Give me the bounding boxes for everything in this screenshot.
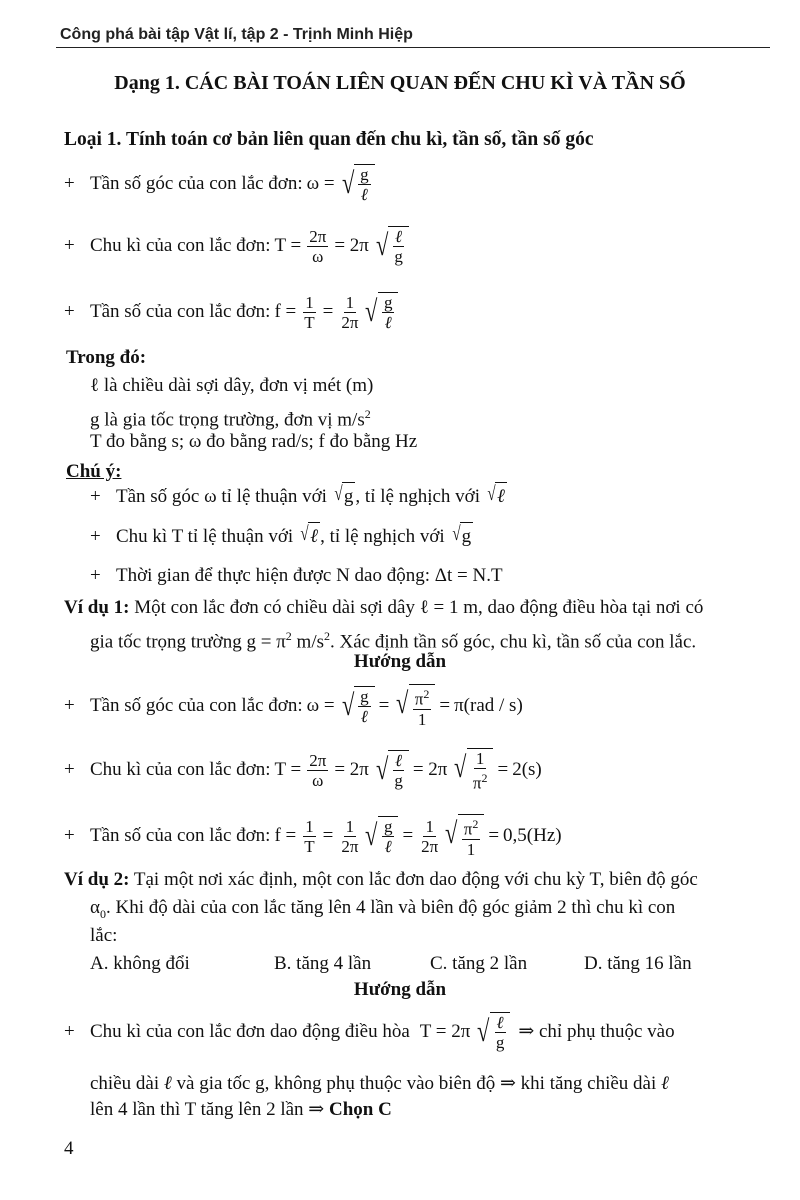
example-2-solution-2: chiều dài ℓ và gia tốc g, không phụ thuộc vào biên độ ⇒ khi tăng chiều dài ℓ (90, 1073, 669, 1094)
header-rule (56, 47, 770, 48)
formula-omega: + Tần số góc của con lắc đơn: ω = √ $\frac{g}{\text{ℓ}}$ (64, 164, 375, 204)
example-2-line-2: $\alpha_0$. Khi độ dài của con lắc tăng lên 4 lần và biên độ góc giảm 2 thì chu kì con (90, 897, 676, 921)
page-title: Dạng 1. CÁC BÀI TOÁN LIÊN QUAN ĐẾN CHU KÌ VÀ TẦN SỐ (114, 72, 686, 94)
note-title: Chú ý: (66, 461, 122, 482)
formula-period: + Chu kì của con lắc đơn: T = $\frac{2\pi}{\omega}$ = 2π √ $\frac{\text{ℓ}}{g}$ (64, 226, 409, 266)
note-item-2: + Chu kì T tỉ lệ thuận với √ ℓ , tỉ lệ nghịch với √ g (90, 522, 473, 551)
example-1-line-1: Ví dụ 1: Một con lắc đơn có chiều dài sợi dây ℓ = 1 m, dao động điều hòa tại nơi có (64, 597, 704, 618)
note-item-1: + Tần số góc ω tỉ lệ thuận với √ g , tỉ lệ nghịch với √ ℓ (90, 482, 507, 511)
example-1-result-2: + Chu kì của con lắc đơn: T = $\frac{2\pi}{\omega}$ = 2π √ $\frac{\text{ℓ}}{g}$ = 2π √ $\frac{1}{\pi^2}$ = 2(s) (64, 749, 542, 793)
example-1-result-3: + Tần số của con lắc đơn: f = $\frac{1}{T}$ = $\frac{1}{2\pi}$ √ $\frac{g}{\text{ℓ}}$ = $\frac{1}{2\pi}$ √ $\frac{\pi^2}{1}$ = 0,5(Hz) (64, 814, 562, 859)
example-1-guide: Hướng dẫn (353, 651, 447, 672)
where-line-2: g là gia tốc trọng trường, đơn vị $m/s^2$ (90, 407, 371, 431)
example-1-result-1: + Tần số góc của con lắc đơn: ω = √ $\frac{g}{\text{ℓ}}$ = √ $\frac{\pi^2}{1}$ = π(rad / s) (64, 684, 523, 729)
where-line-1: ℓ là chiều dài sợi dây, đơn vị mét (m) (90, 375, 374, 396)
where-line-3: T đo bằng s; ω đo bằng rad/s; f đo bằng Hz (90, 431, 418, 452)
note-item-3: + Thời gian để thực hiện được N dao động: Δt = N.T (90, 565, 503, 586)
example-2-guide: Hướng dẫn (353, 979, 447, 1000)
option-d: D. tăng 16 lần (584, 953, 692, 974)
example-2-line-1: Ví dụ 2: Tại một nơi xác định, một con lắc đơn dao động với chu kỳ T, biên độ góc (64, 869, 698, 890)
option-c: C. tăng 2 lần (430, 953, 528, 974)
option-b: B. tăng 4 lần (274, 953, 372, 974)
where-title: Trong đó: (66, 347, 147, 368)
section-heading: Loại 1. Tính toán cơ bản liên quan đến chu kì, tần số, tần số góc (64, 129, 594, 150)
example-1-line-2: gia tốc trọng trường $g = \pi^2$ $m/s^2$. Xác định tần số góc, chu kì, tần số của con lắc. (90, 629, 697, 653)
running-header: Công phá bài tập Vật lí, tập 2 - Trịnh Minh Hiệp (60, 26, 413, 43)
example-2-solution-1: + Chu kì của con lắc đơn dao động điều hòa T = 2π √ $\frac{\text{ℓ}}{g}$ ⇒ chỉ phụ thuộc vào (64, 1013, 675, 1052)
option-a: A. không đổi (90, 953, 190, 974)
page-number: 4 (64, 1138, 74, 1159)
example-2-line-3: lắc: (90, 925, 118, 946)
formula-frequency: + Tần số của con lắc đơn: f = $\frac{1}{T}$ = $\frac{1}{2\pi}$ √ $\frac{g}{\text{ℓ}}$ (64, 292, 398, 332)
example-2-solution-3: lên 4 lần thì T tăng lên 2 lần ⇒ Chọn C (90, 1099, 392, 1120)
